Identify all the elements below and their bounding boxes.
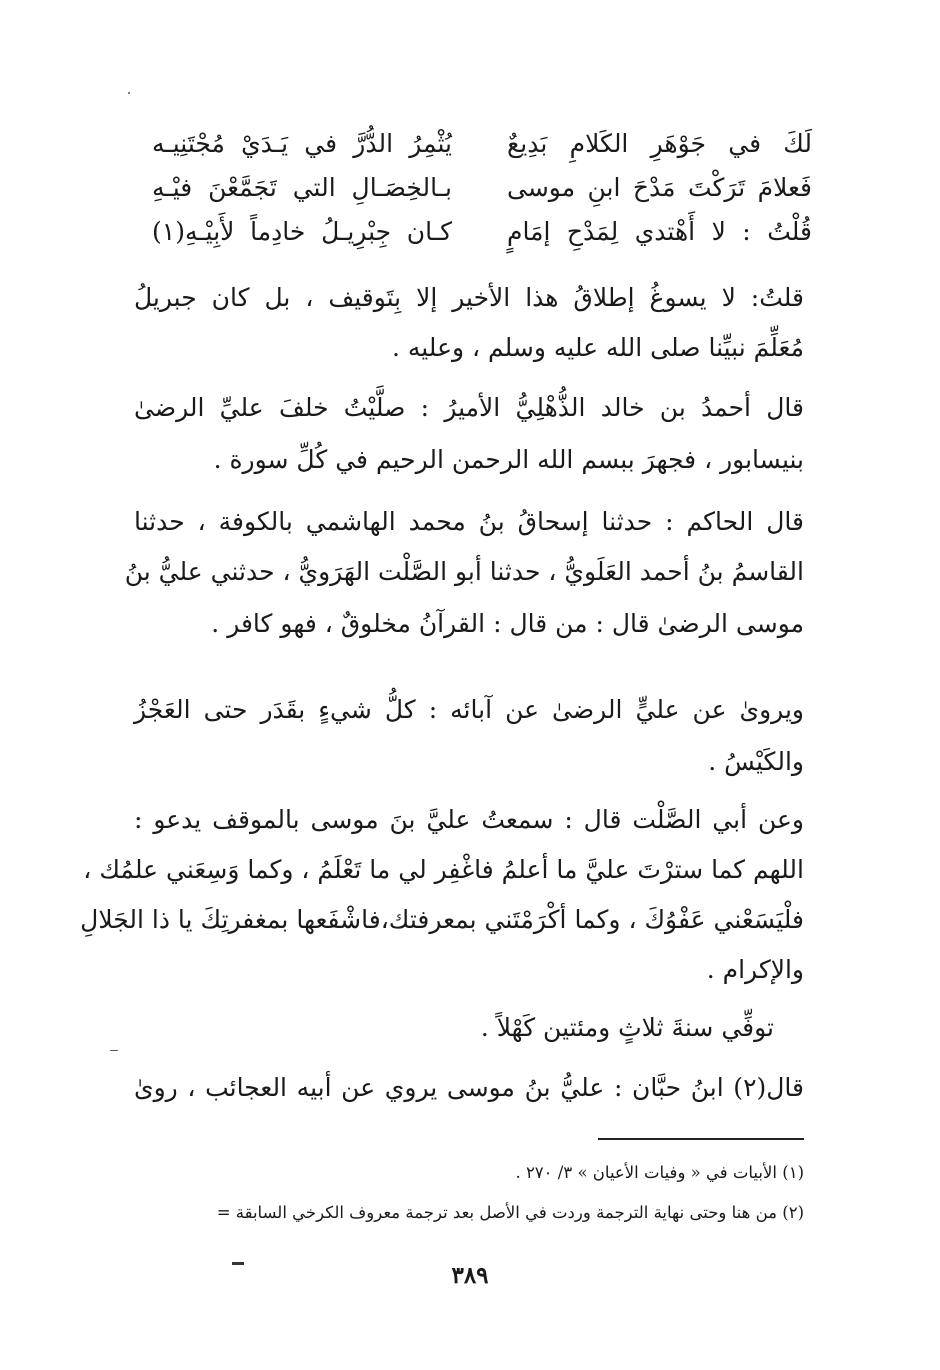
footnote: (١) الأبيات في « وفيات الأعيان » ٣/ ٢٧٠ . — [515, 1163, 804, 1182]
text-line: مُعَلِّمَ نبيِّنا صلى الله عليه وسلم ، وعليه . — [391, 333, 804, 362]
text-line: ويروىٰ عن عليٍّ الرضىٰ عن آبائه : كلُّ شيءٍ بقَدَر حتى العَجْزُ — [134, 695, 804, 724]
text-line: وعن أبي الصَّلْت قال : سمعتُ عليَّ بنَ موسى بالموقف يدعو : — [134, 805, 804, 834]
text-line: والإكرام . — [706, 955, 804, 984]
verse-hemistich-first: لَكَ في جَوْهَرِ الكَلامِ بَدِيعٌ — [507, 129, 812, 158]
scan-speck — [110, 1050, 118, 1051]
verse-line — [152, 168, 812, 208]
text-line: والكَيْسُ . — [708, 747, 804, 776]
text-line: موسى الرضىٰ قال : من قال : القرآنُ مخلوقٌ ، فهو كافر . — [211, 609, 804, 638]
text-line: بنيسابور ، فجهرَ ببسم الله الرحمن الرحيم في كُلِّ سورة . — [213, 445, 804, 474]
text-line: اللهم كما سترْتَ عليَّ ما أعلمُ فاغْفِر لي ما تَعْلَمُ ، وكما وَسِعَني علمُك ، — [83, 855, 804, 884]
text-line: قال الحاكم : حدثنا إسحاقُ بنُ محمد الهاشمي بالكوفة ، حدثنا — [134, 507, 804, 536]
text-line: فلْيَسَعْني عَفْوُكَ ، وكما أكْرَمْتَني بمعرفتك،فاشْفَعها بمغفرتِكَ يا ذا الجَلالِ — [80, 905, 804, 934]
verse-line — [152, 124, 812, 164]
scan-speck — [128, 92, 130, 94]
text-line: القاسمُ بنُ أحمد العَلَويُّ ، حدثنا أبو الصَّلْت الهَرَويُّ ، حدثني عليُّ بنُ — [124, 557, 804, 586]
footnote-separator — [598, 1138, 804, 1140]
footnote: (٢) من هنا وحتى نهاية الترجمة وردت في الأصل بعد ترجمة معروف الكرخي السابقة = — [216, 1203, 804, 1222]
verse-line — [152, 212, 812, 252]
verse-hemistich-first: فَعلامَ تَرَكْتَ مَدْحَ ابنِ موسى — [507, 173, 812, 202]
page-number: ٣٨٩ — [451, 1262, 489, 1289]
verse-hemistich-first: قُلْتُ : لا أَهْتدي لِمَدْحِ إمَامٍ — [507, 217, 812, 246]
text-line: قلتُ: لا يسوغُ إطلاقُ هذا الأخير إلا بِتَوقيف ، بل كان جبريلُ — [134, 283, 804, 312]
text-line: قال أحمدُ بن خالد الذُّهْلِيُّ الأميرُ : صلَّيْتُ خلفَ عليِّ الرضىٰ — [134, 393, 804, 422]
text-line: توفِّي سنةَ ثلاثٍ ومئتين كَهْلاً . — [480, 1013, 774, 1042]
verse-hemistich-second: كـان جِبْرِيـلُ خادِماً لأَبِيْـهِ(١) — [152, 217, 452, 246]
text-line: قال(٢) ابنُ حبَّان : عليُّ بنُ موسى يروي عن أبيه العجائب ، روىٰ — [134, 1073, 804, 1102]
verse-hemistich-second: يُثْمِرُ الدُّرَّ في يَـدَيْ مُجْتَنِيـه — [152, 129, 452, 158]
verse-hemistich-second: بـالخِصَـالِ التي تَجَمَّعْنَ فيْـهِ — [152, 173, 452, 202]
